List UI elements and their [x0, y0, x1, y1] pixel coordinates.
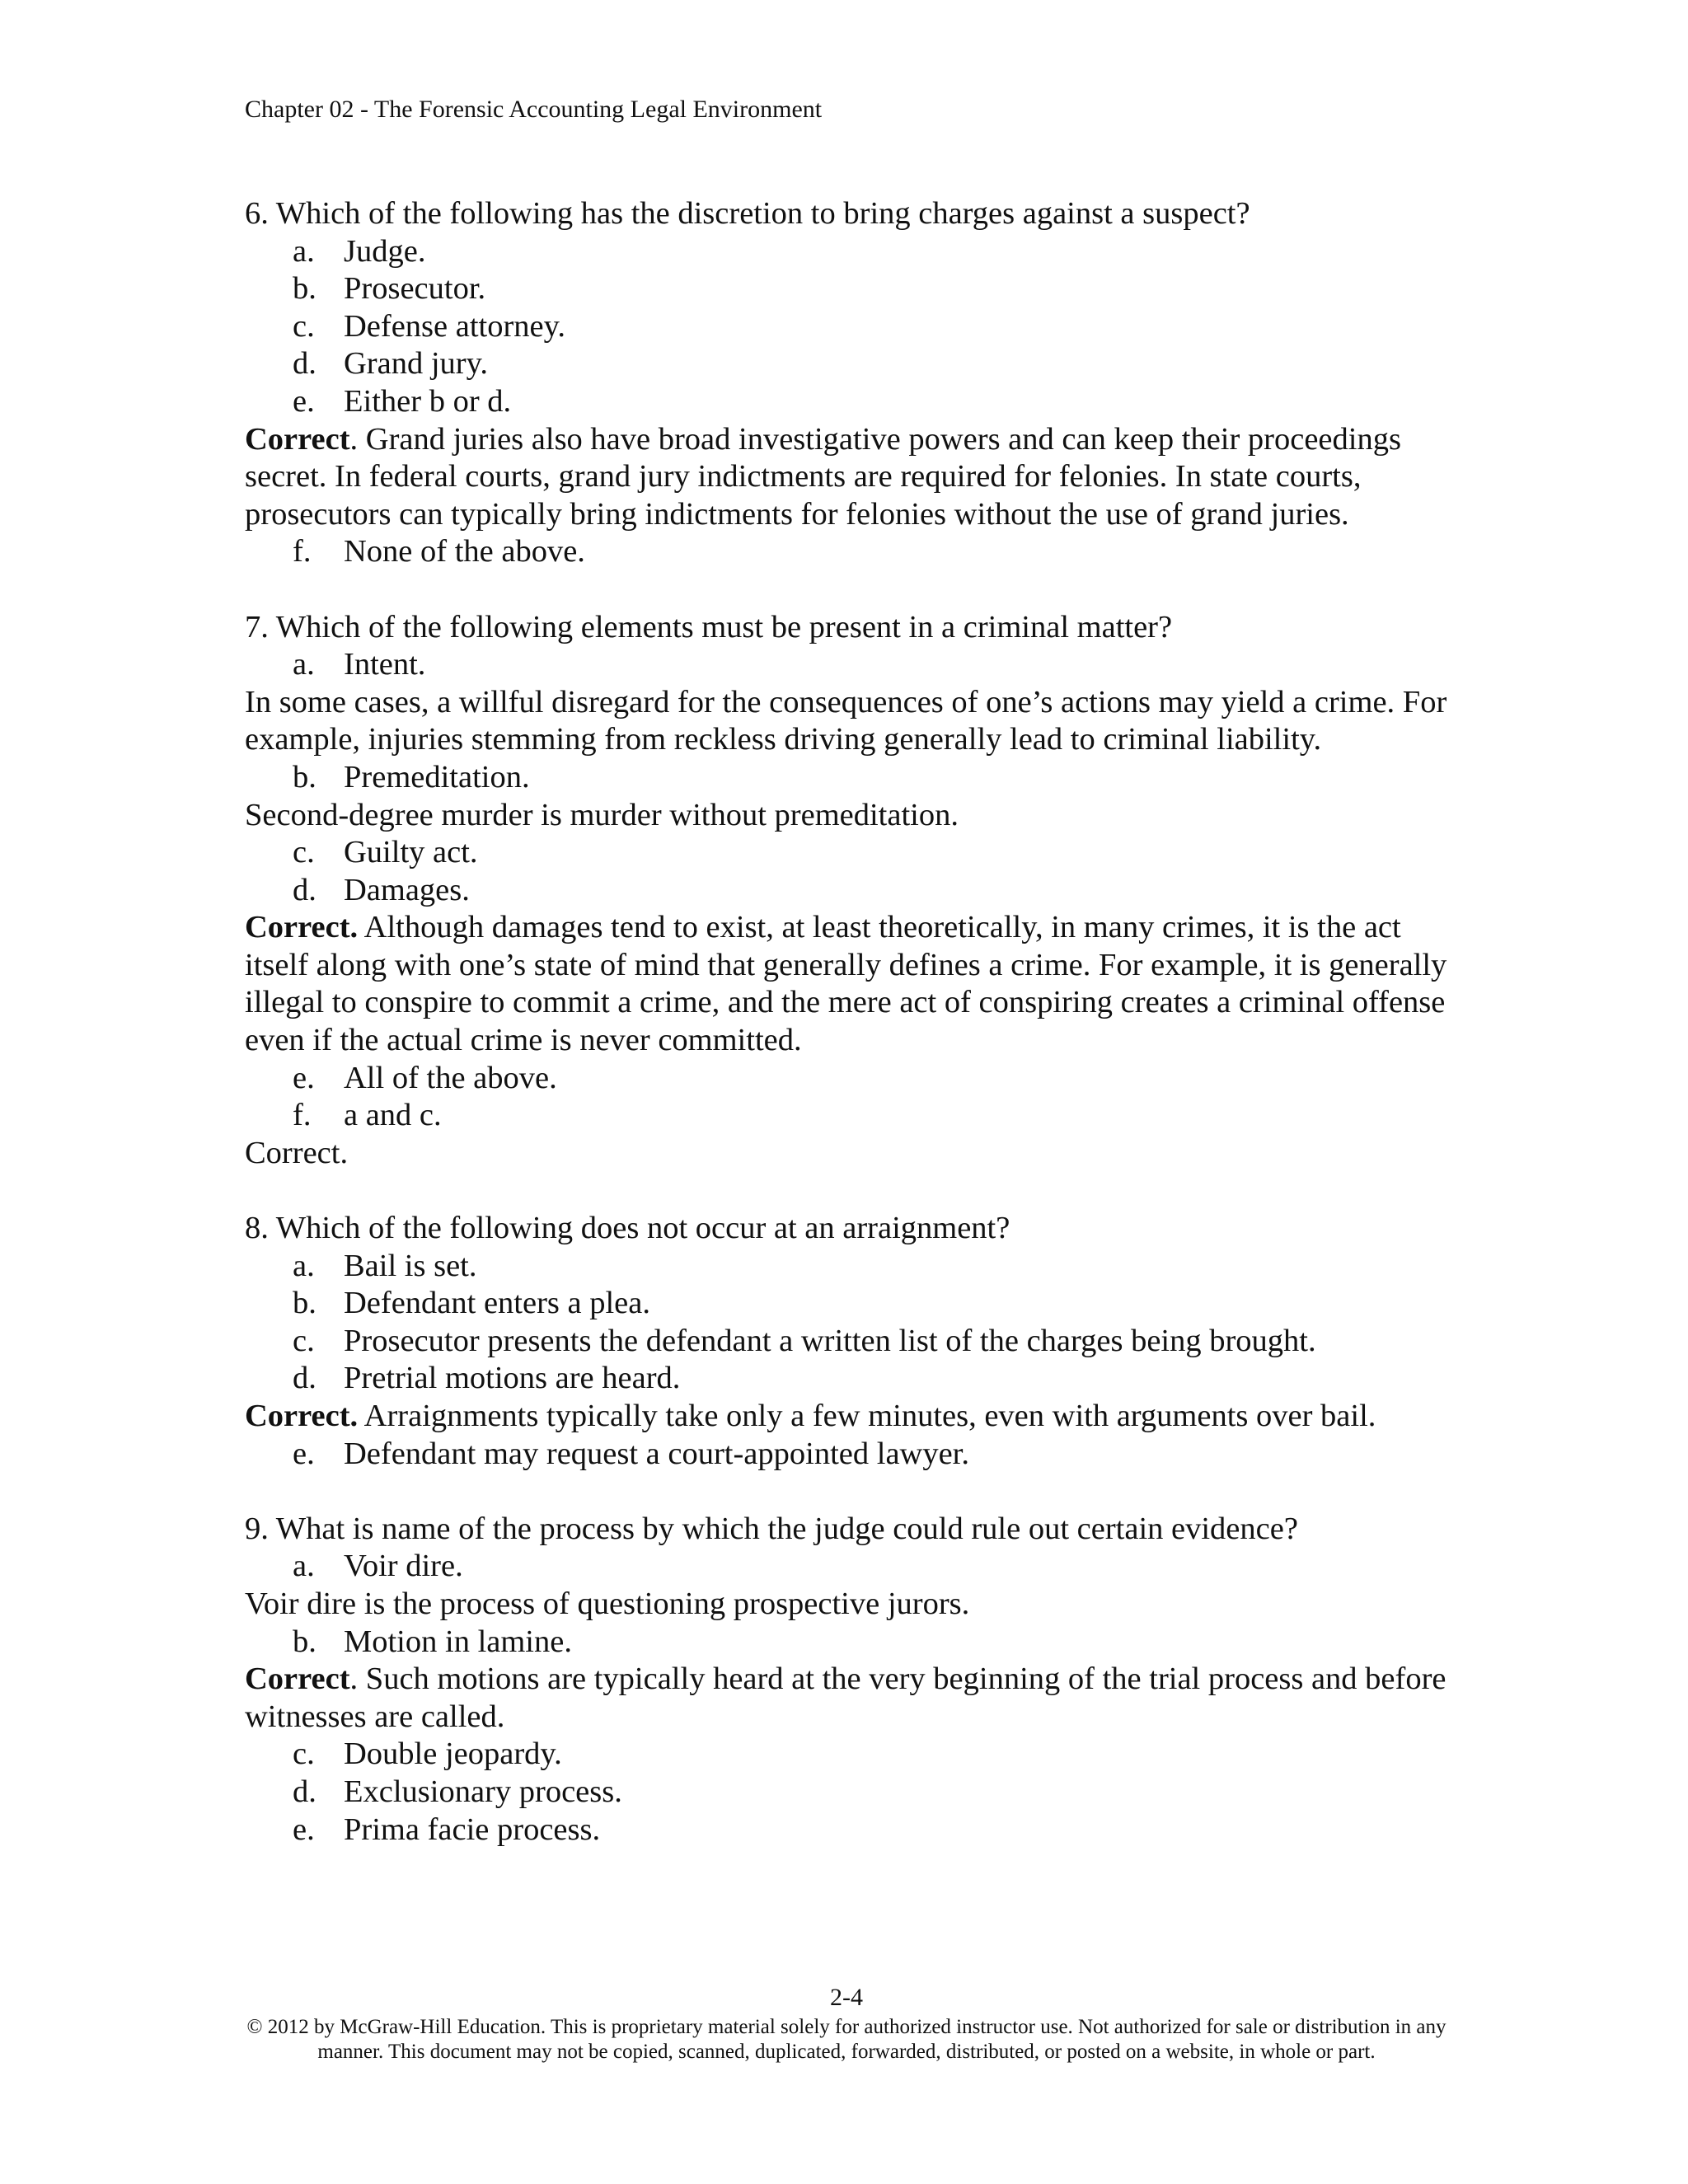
option-text: Voir dire.: [344, 1549, 463, 1584]
answer-option: [245, 1097, 1448, 1135]
option-text: a and c.: [344, 1098, 442, 1133]
option-text: All of the above.: [344, 1060, 557, 1095]
answer-explanation: [245, 1586, 1448, 1624]
option-letter: d.: [293, 872, 316, 907]
explanation-text: Although damages tend to exist, at least theoretically, in many crimes, it is the act itself along with one’s state of mind that generally defines a crime. For example, it is generally illegal to conspire to commit a crime, and the mere act of conspiring creates a criminal offense even if the actual crime is never committed.: [245, 910, 1447, 1058]
answer-option: [245, 1323, 1448, 1361]
question-block: [245, 1511, 1448, 1849]
correct-label: Correct.: [245, 910, 359, 945]
answer-option: [245, 1548, 1448, 1586]
explanation-text: Voir dire is the process of questioning prospective jurors.: [245, 1586, 970, 1621]
answer-option: [245, 308, 1448, 346]
option-letter: a.: [293, 647, 315, 682]
option-letter: b.: [293, 1286, 316, 1321]
question-stem: 9. What is name of the process by which the judge could rule out certain evidence?: [245, 1511, 1298, 1546]
option-letter: d.: [293, 1361, 316, 1396]
option-text: Prima facie process.: [344, 1811, 601, 1847]
option-letter: b.: [293, 759, 316, 794]
option-text: Defense attorney.: [344, 308, 566, 344]
answer-option: [245, 233, 1448, 271]
answer-explanation: [245, 684, 1448, 759]
question-block: [245, 609, 1448, 1173]
question-list: [245, 195, 1448, 1886]
option-text: Either b or d.: [344, 383, 512, 419]
answer-option: [245, 834, 1448, 872]
question-stem: 7. Which of the following elements must be present in a criminal matter?: [245, 609, 1173, 644]
option-text: Defendant enters a plea.: [344, 1286, 650, 1321]
option-letter: a.: [293, 233, 315, 269]
explanation-text: Second-degree murder is murder without premeditation.: [245, 797, 959, 832]
answer-explanation: [245, 1135, 1448, 1173]
page-footer: [245, 1984, 1448, 2064]
option-letter: e.: [293, 383, 315, 419]
question-stem: 8. Which of the following does not occur at an arraignment?: [245, 1211, 1010, 1246]
option-letter: a.: [293, 1549, 315, 1584]
correct-label: Correct: [245, 1661, 350, 1697]
explanation-text: . Such motions are typically heard at the very beginning of the trial process and before witnesses are called.: [245, 1661, 1447, 1734]
answer-option: [245, 1436, 1448, 1474]
option-letter: c.: [293, 1736, 315, 1772]
option-letter: f.: [293, 534, 312, 569]
option-text: Premeditation.: [344, 759, 530, 794]
answer-option: [245, 1624, 1448, 1661]
option-letter: b.: [293, 1624, 316, 1659]
option-letter: b.: [293, 271, 316, 307]
option-text: Guilty act.: [344, 835, 478, 870]
correct-label: Correct: [245, 421, 350, 457]
answer-option: [245, 533, 1448, 571]
option-text: Damages.: [344, 872, 470, 907]
question-stem: 6. Which of the following has the discretion to bring charges against a suspect?: [245, 196, 1250, 231]
explanation-text: Arraignments typically take only a few minutes, even with arguments over bail.: [358, 1399, 1376, 1433]
option-text: Intent.: [344, 647, 426, 682]
explanation-text: . Grand juries also have broad investigative powers and can keep their proceedings secret. In federal courts, grand jury indictments are required for felonies. In state courts, prosecutors can typically bring indictments for felonies without the use of grand juries.: [245, 421, 1401, 532]
option-text: Pretrial motions are heard.: [344, 1361, 681, 1396]
answer-option: [245, 270, 1448, 308]
answer-option: [245, 646, 1448, 684]
answer-option: [245, 759, 1448, 797]
answer-option: [245, 1811, 1448, 1849]
option-text: Bail is set.: [344, 1248, 477, 1283]
answer-explanation: [245, 421, 1448, 534]
explanation-text: In some cases, a willful disregard for the consequences of one’s actions may yield a crime. For example, injuries stemming from reckless driving generally lead to criminal liability.: [245, 684, 1447, 757]
option-letter: d.: [293, 1774, 316, 1809]
option-letter: e.: [293, 1436, 315, 1471]
answer-explanation: [245, 797, 1448, 835]
option-text: None of the above.: [344, 534, 585, 569]
option-text: Defendant may request a court-appointed lawyer.: [344, 1436, 970, 1471]
option-text: Prosecutor.: [344, 271, 486, 307]
answer-explanation: [245, 1398, 1448, 1436]
answer-explanation: [245, 1661, 1448, 1736]
option-letter: e.: [293, 1811, 315, 1847]
option-letter: d.: [293, 346, 316, 382]
copyright-notice: © 2012 by McGraw-Hill Education. This is proprietary material solely for authorized instructor use. Not authorized for sale or distribution in any manner. This document may not be copied, scanned, duplicated, forwarded, distributed, or posted on a website, in whole or part.: [246, 2016, 1447, 2063]
answer-option: [245, 383, 1448, 421]
option-text: Exclusionary process.: [344, 1774, 622, 1809]
question-block: [245, 1210, 1448, 1473]
option-letter: a.: [293, 1248, 315, 1283]
answer-option: [245, 1060, 1448, 1098]
option-letter: c.: [293, 1323, 315, 1358]
option-text: Prosecutor presents the defendant a written list of the charges being brought.: [344, 1323, 1316, 1358]
answer-option: [245, 1248, 1448, 1286]
option-letter: c.: [293, 835, 315, 870]
option-text: Motion in lamine.: [344, 1624, 572, 1659]
option-letter: e.: [293, 1060, 315, 1095]
page-number: 2-4: [830, 1984, 863, 2011]
option-letter: f.: [293, 1098, 312, 1133]
option-text: Double jeopardy.: [344, 1736, 562, 1772]
page-header: Chapter 02 - The Forensic Accounting Legal Environment: [245, 96, 823, 123]
explanation-text: Correct.: [245, 1135, 349, 1170]
question-block: [245, 195, 1448, 571]
answer-option: [245, 872, 1448, 910]
answer-explanation: [245, 909, 1448, 1059]
correct-label: Correct.: [245, 1399, 359, 1433]
answer-option: [245, 345, 1448, 383]
answer-option: [245, 1285, 1448, 1323]
option-letter: c.: [293, 308, 315, 344]
answer-option: [245, 1736, 1448, 1774]
answer-option: [245, 1774, 1448, 1811]
option-text: Judge.: [344, 233, 426, 269]
option-text: Grand jury.: [344, 346, 488, 382]
answer-option: [245, 1360, 1448, 1398]
